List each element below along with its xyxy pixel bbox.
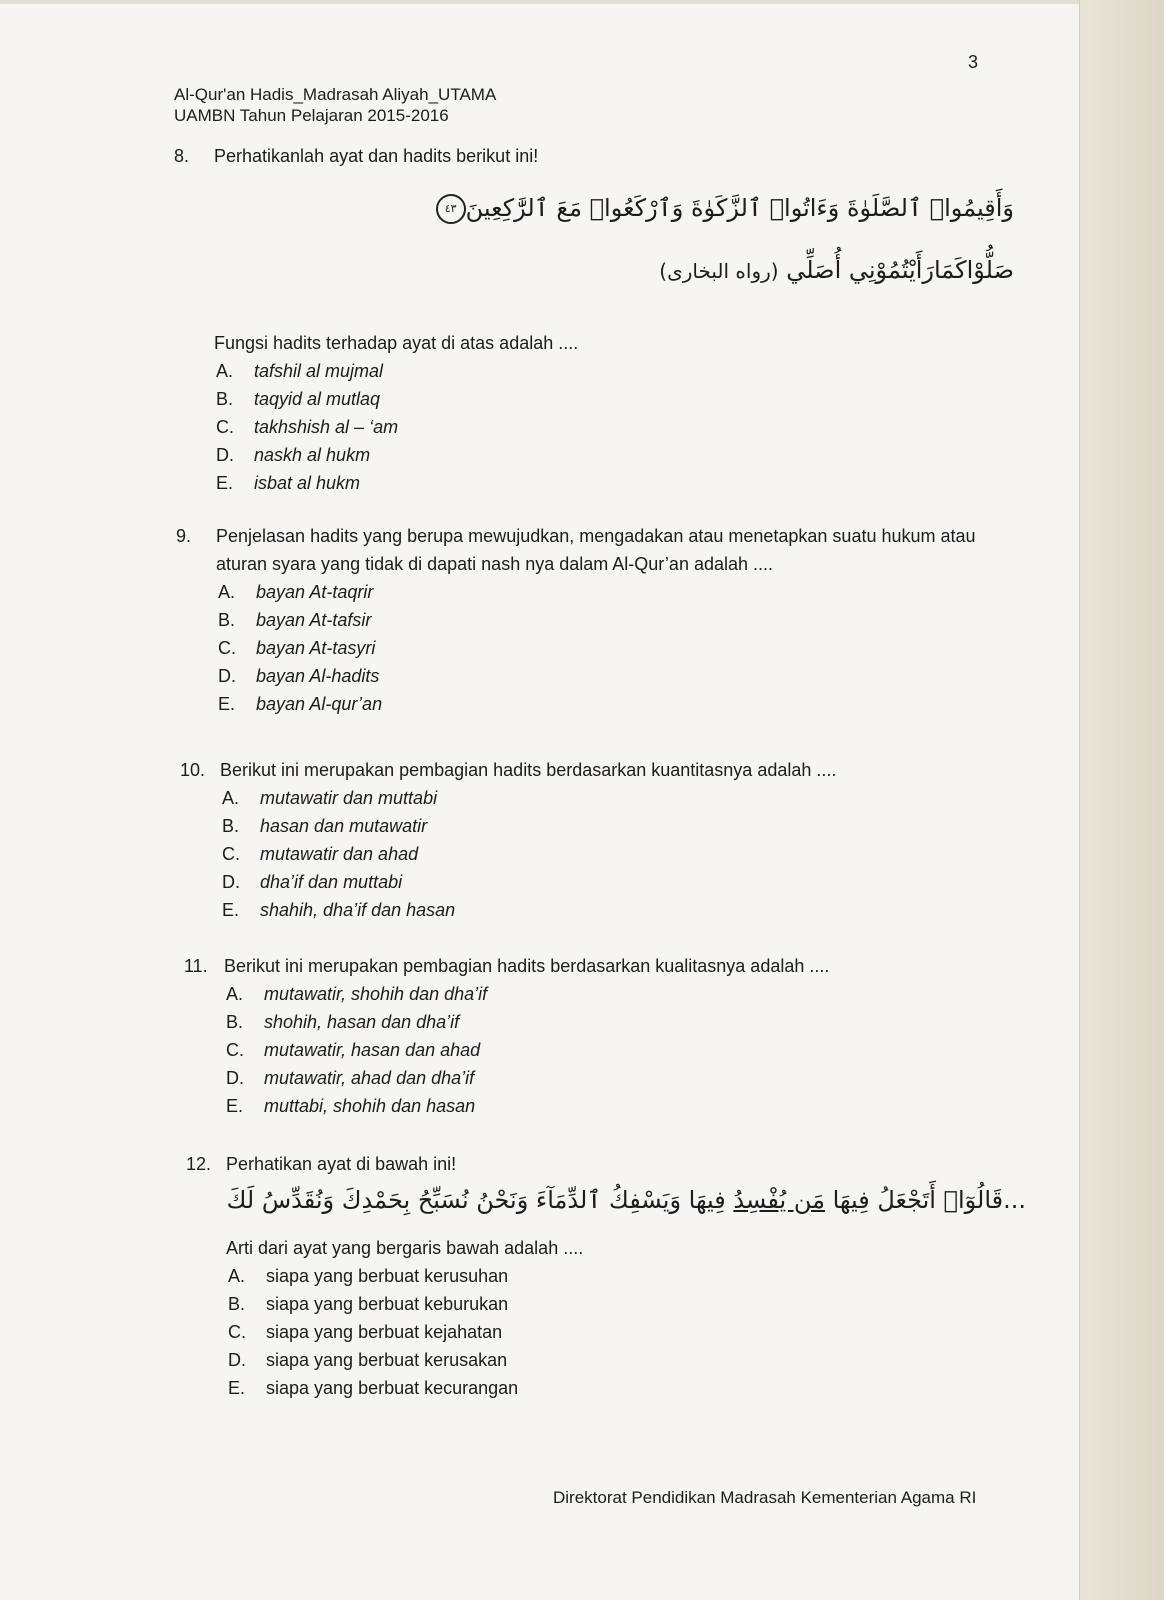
option-c[interactable] [218, 634, 1006, 662]
question-10-stem-row [180, 756, 1010, 784]
question-12-number: 12. [186, 1154, 212, 1174]
option-letter: D. [216, 445, 234, 465]
option-letter: B. [222, 816, 240, 836]
option-text: bayan At-taqrir [256, 582, 374, 602]
option-text: bayan At-tasyri [256, 638, 376, 658]
option-text: tafshil al mujmal [254, 361, 384, 381]
option-e[interactable] [216, 469, 1014, 497]
option-text: bayan Al-hadits [256, 666, 380, 686]
option-a[interactable] [222, 784, 1010, 812]
document-footer: Direktorat Pendidikan Madrasah Kementerian Agama RI [553, 1488, 977, 1507]
option-letter: E. [216, 473, 234, 493]
question-10 [180, 756, 1010, 924]
option-text: muttabi, shohih dan hasan [264, 1096, 476, 1116]
question-9-stem: Penjelasan hadits yang berupa mewujudkan, mengadakan atau menetapkan suatu hukum atau aturan syara yang tidak di dapati nash nya dalam Al-Qur’an adalah .... [216, 526, 976, 574]
question-8-number: 8. [174, 146, 190, 166]
option-d[interactable] [218, 662, 1006, 690]
option-letter: C. [216, 417, 234, 437]
question-9-number: 9. [176, 526, 192, 546]
question-8-ayah-text: وَأَقِيمُوا۟ ٱلصَّلَوٰةَ وَءَاتُوا۟ ٱلزَّكَوٰةَ وَٱرْكَعُوا۟ مَعَ ٱلرَّٰكِعِينَ [465, 194, 1014, 222]
question-11 [184, 952, 1010, 1120]
question-11-stem: Berikut ini merupakan pembagian hadits berdasarkan kualitasnya adalah .... [224, 956, 830, 976]
ayah-number-mark: ٤٣ [436, 194, 466, 224]
option-e[interactable] [228, 1374, 1026, 1402]
option-letter: A. [228, 1266, 246, 1286]
question-11-number: 11. [184, 956, 208, 976]
question-12-ayah [186, 1180, 1026, 1220]
question-12-ayah-before: ...قَالُوٓا۟ أَتَجْعَلُ فِيهَا [824, 1186, 1026, 1214]
question-9-options [218, 578, 1006, 718]
option-text: dha’if dan muttabi [260, 872, 403, 892]
option-text: isbat al hukm [254, 473, 361, 493]
option-text: mutawatir dan muttabi [260, 788, 438, 808]
question-11-stem-row [184, 952, 1010, 980]
option-letter: B. [218, 610, 236, 630]
question-8-stem: Perhatikanlah ayat dan hadits berikut ini! [214, 146, 539, 166]
option-letter: B. [226, 1012, 244, 1032]
header-line-1: Al-Qur'an Hadis_Madrasah Aliyah_UTAMA [174, 85, 497, 104]
option-letter: C. [228, 1322, 246, 1342]
question-9-stem-row [176, 522, 1006, 578]
option-letter: E. [218, 694, 236, 714]
question-8-hadith-text: صَلُّوْاكَمَارَأَيْتُمُوْنِي أُصَلِّي [786, 256, 1014, 284]
option-b[interactable] [226, 1008, 1010, 1036]
option-letter: C. [218, 638, 236, 658]
option-c[interactable] [228, 1318, 1026, 1346]
header-line-2: UAMBN Tahun Pelajaran 2015-2016 [174, 106, 449, 125]
option-text: siapa yang berbuat kejahatan [266, 1322, 503, 1342]
option-letter: B. [228, 1294, 246, 1314]
option-letter: C. [226, 1040, 244, 1060]
option-text: bayan At-tafsir [256, 610, 372, 630]
option-text: taqyid al mutlaq [254, 389, 381, 409]
option-c[interactable] [226, 1036, 1010, 1064]
question-8-ayah [174, 188, 1014, 228]
option-letter: D. [226, 1068, 244, 1088]
option-letter: E. [222, 900, 240, 920]
option-a[interactable] [226, 980, 1010, 1008]
option-letter: A. [218, 582, 236, 602]
scan-top-edge [0, 0, 1164, 4]
question-10-stem: Berikut ini merupakan pembagian hadits berdasarkan kuantitasnya adalah .... [220, 760, 837, 780]
question-8-question: Fungsi hadits terhadap ayat di atas adalah .... [214, 333, 579, 353]
question-8-stem-row [174, 142, 1014, 170]
option-c[interactable] [216, 413, 1014, 441]
option-b[interactable] [216, 385, 1014, 413]
document-header [174, 84, 496, 126]
question-12-ayah-underlined: مَن يُفْسِدُ [733, 1186, 825, 1214]
option-text: mutawatir, hasan dan ahad [264, 1040, 481, 1060]
option-e[interactable] [226, 1092, 1010, 1120]
option-letter: B. [216, 389, 234, 409]
option-a[interactable] [216, 357, 1014, 385]
option-b[interactable] [218, 606, 1006, 634]
option-text: siapa yang berbuat kerusuhan [266, 1266, 509, 1286]
option-letter: C. [222, 844, 240, 864]
question-9 [176, 522, 1006, 718]
option-text: mutawatir dan ahad [260, 844, 419, 864]
option-e[interactable] [218, 690, 1006, 718]
option-a[interactable] [218, 578, 1006, 606]
question-10-options [222, 784, 1010, 924]
option-letter: D. [222, 872, 240, 892]
question-12-stem-row [186, 1150, 1026, 1178]
option-letter: E. [228, 1378, 246, 1398]
option-text: takhshish al – ‘am [254, 417, 399, 437]
option-d[interactable] [216, 441, 1014, 469]
option-e[interactable] [222, 896, 1010, 924]
option-text: siapa yang berbuat kecurangan [266, 1378, 519, 1398]
question-8-hadith-source: (رواه البخارى) [659, 259, 779, 283]
option-letter: A. [226, 984, 244, 1004]
question-12-stem: Perhatikan ayat di bawah ini! [226, 1154, 457, 1174]
option-c[interactable] [222, 840, 1010, 868]
option-text: siapa yang berbuat kerusakan [266, 1350, 508, 1370]
question-8-hadith [174, 250, 1014, 291]
option-letter: A. [222, 788, 240, 808]
option-text: mutawatir, ahad dan dha’if [264, 1068, 475, 1088]
question-12 [186, 1150, 1026, 1402]
option-text: naskh al hukm [254, 445, 371, 465]
option-b[interactable] [228, 1290, 1026, 1318]
option-d[interactable] [228, 1346, 1026, 1374]
question-12-options [228, 1262, 1026, 1402]
question-12-question: Arti dari ayat yang bergaris bawah adalah .... [226, 1238, 584, 1258]
option-b[interactable] [222, 812, 1010, 840]
question-8 [174, 142, 1014, 497]
option-text: mutawatir, shohih dan dha’if [264, 984, 488, 1004]
option-d[interactable] [226, 1064, 1010, 1092]
option-letter: D. [228, 1350, 246, 1370]
option-letter: D. [218, 666, 236, 686]
option-text: hasan dan mutawatir [260, 816, 428, 836]
option-a[interactable] [228, 1262, 1026, 1290]
option-d[interactable] [222, 868, 1010, 896]
question-8-options [216, 357, 1014, 497]
option-text: shohih, hasan dan dha’if [264, 1012, 460, 1032]
option-text: shahih, dha’if dan hasan [260, 900, 456, 920]
scan-page-edge [1079, 0, 1164, 1600]
option-letter: A. [216, 361, 234, 381]
question-10-number: 10. [180, 760, 206, 780]
question-11-options [226, 980, 1010, 1120]
option-letter: E. [226, 1096, 244, 1116]
option-text: bayan Al-qur’an [256, 694, 383, 714]
page-number: 3 [968, 52, 979, 72]
question-12-ayah-after: فِيهَا وَيَسْفِكُ ٱلدِّمَآءَ وَنَحْنُ نُسَبِّحُ بِحَمْدِكَ وَنُقَدِّسُ لَكَ [226, 1186, 734, 1214]
option-text: siapa yang berbuat keburukan [266, 1294, 509, 1314]
